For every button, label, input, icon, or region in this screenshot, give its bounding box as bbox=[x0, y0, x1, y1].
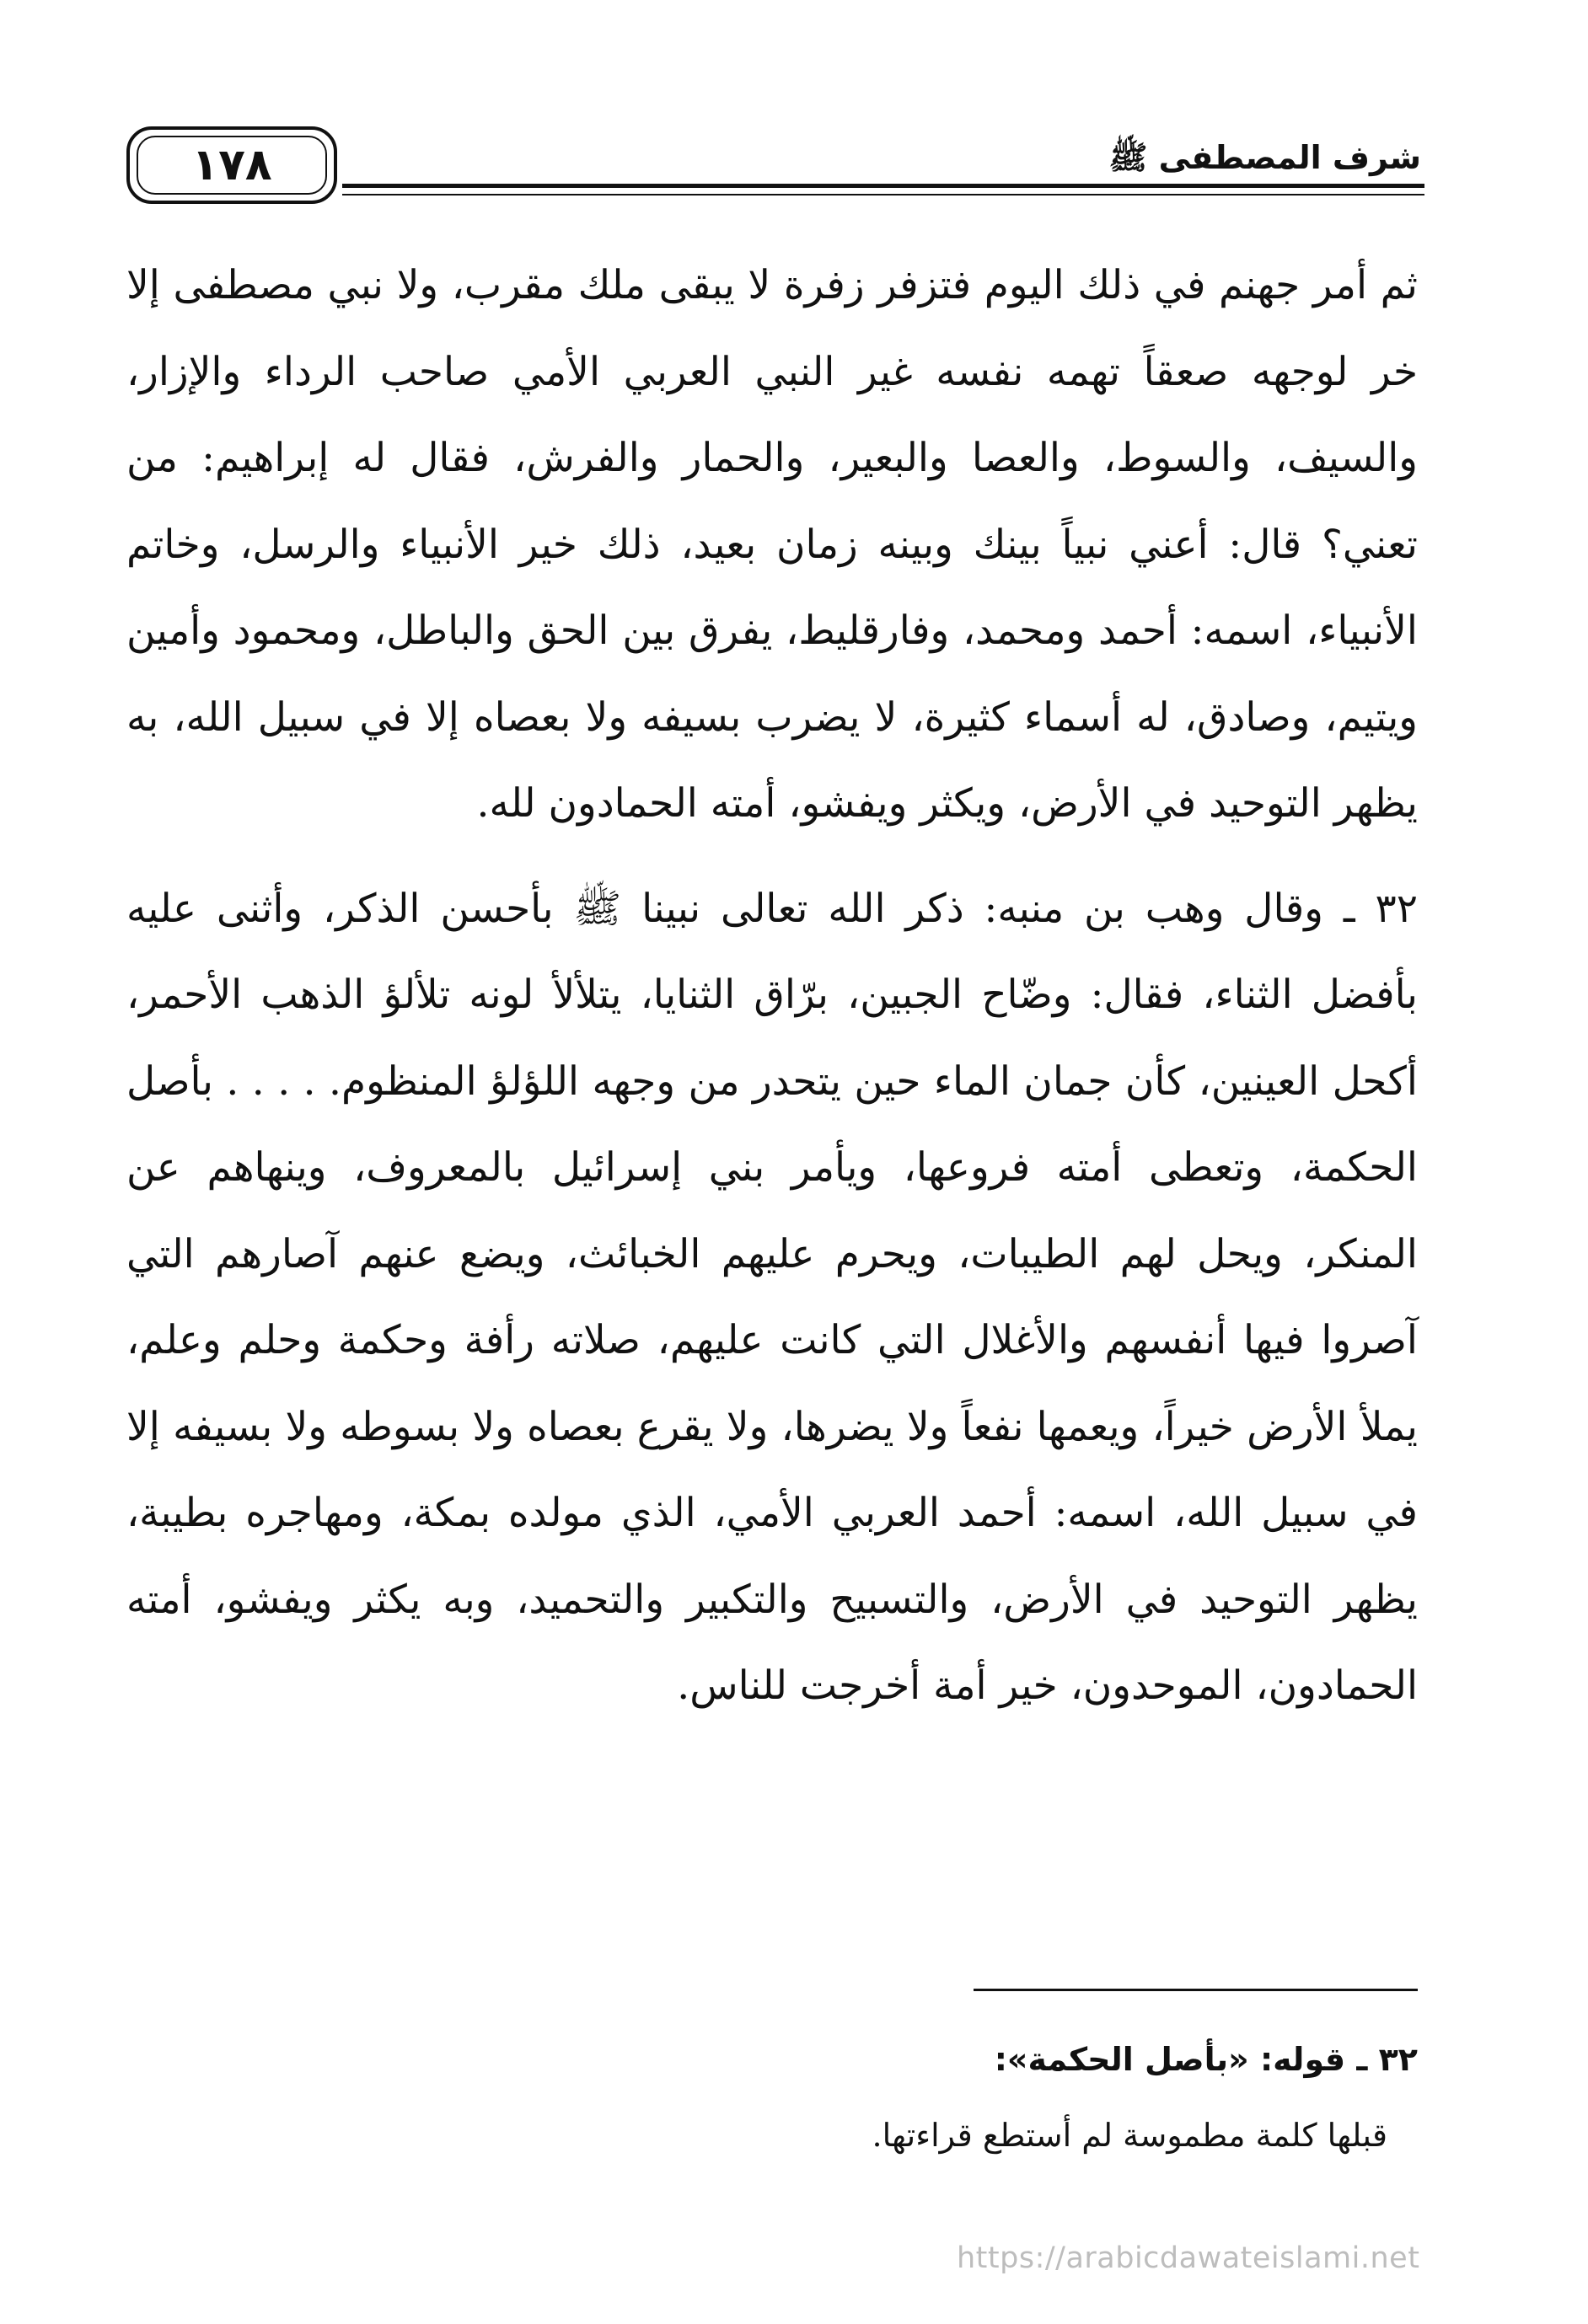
running-title: شرف المصطفى ﷺ bbox=[1108, 139, 1421, 176]
footnote-heading: ٣٢ ـ قوله: «بأصل الحكمة»: bbox=[994, 2041, 1418, 2078]
header-rule-thick bbox=[342, 184, 1424, 188]
paragraph-2: ٣٢ ـ وقال وهب بن منبه: ذكر الله تعالى نبينا ﷺ بأحسن الذكر، وأثنى عليه بأفضل الثناء، فقال: وضّاح الجبين، برّاق الثنايا، يتلألأ لونه تلألؤ الذهب الأحمر، أكحل العينين، كأن جمان الماء حين يتحدر من وجهه اللؤلؤ المنظوم. . . . . بأصل الحكمة، وتعطى أمته فروعها، ويأمر بني إسرائيل بالمعروف، وينهاهم عن المنكر، ويحل لهم الطيبات، ويحرم عليهم الخبائث، ويضع عنهم آصارهم التي آصروا فيها أنفسهم والأغلال التي كانت عليهم، صلاته رأفة وحكمة وحلم وعلم، يملأ الأرض خيراً، ويعمها نفعاً ولا يضرها، ولا يقرع بعصاه ولا بسوطه ولا بسيفه إلا في سبيل الله، اسمه: أحمد العربي الأمي، الذي مولده بمكة، ومهاجره بطيبة، يظهر التوحيد في الأرض، والتسبيح والتكبير والتحميد، وبه يكثر ويفشو، أمته الحمادون، الموحدون، خير أمة أخرجت للناس. bbox=[126, 885, 1418, 1709]
paragraph-1: ثم أمر جهنم في ذلك اليوم فتزفر زفرة لا يبقى ملك مقرب، ولا نبي مصطفى إلا خر لوجهه صعقاً تهمه نفسه غير النبي العربي الأمي صاحب الرداء والإزار، والسيف، والسوط، والعصا والبعير، والحمار والفرش، فقال له إبراهيم: من تعني؟ قال: أعني نبياً بينك وبينه زمان بعيد، ذلك خير الأنبياء والرسل، وخاتم الأنبياء، اسمه: أحمد ومحمد، وفارقليط، يفرق بين الحق والباطل، ومحمود وأمين ويتيم، وصادق، له أسماء كثيرة، لا يضرب بسيفه ولا بعصاه إلا في سبيل الله، به يظهر التوحيد في الأرض، ويكثر ويفشو، أمته الحمادون لله. bbox=[126, 262, 1418, 827]
watermark-url: https://arabicdawateislami.net bbox=[957, 2241, 1420, 2275]
footnote-text: قبلها كلمة مطموسة لم أستطع قراءتها. bbox=[872, 2117, 1387, 2154]
footnote-separator bbox=[974, 1989, 1418, 1991]
page-number-frame bbox=[126, 126, 337, 204]
header-rule-thin bbox=[342, 194, 1424, 195]
page-number: ١٧٨ bbox=[137, 136, 327, 195]
page-header bbox=[126, 126, 1424, 219]
main-text bbox=[126, 243, 1418, 1730]
